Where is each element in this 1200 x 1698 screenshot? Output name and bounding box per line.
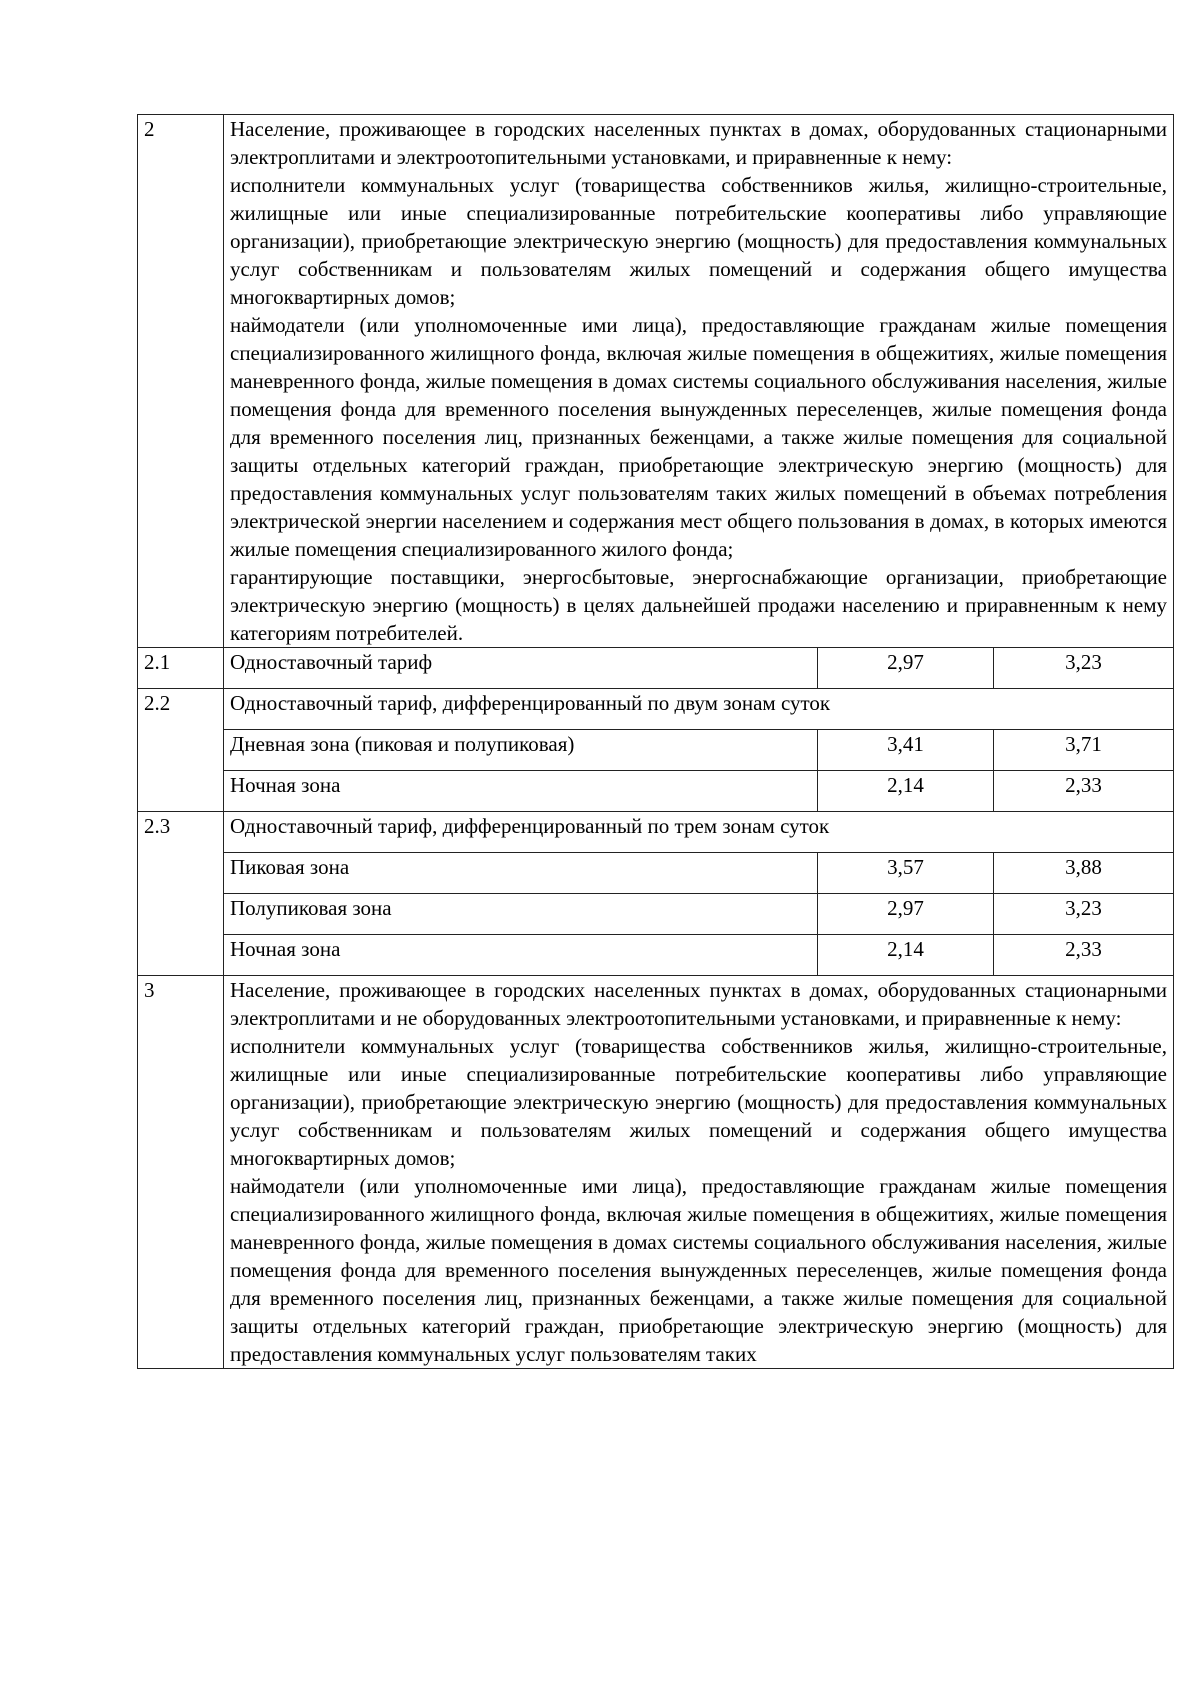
zone-label: Пиковая зона: [224, 853, 818, 894]
description-paragraph: наймодатели (или уполномоченные ими лица), предоставляющие гражданам жилые помещения специализированного жилищного фонда, включая жилые помещения в общежитиях, жилые помещения маневренного фонда, жилые помещения в домах системы социального обслуживания населения, жилые помещения фонда для временного поселения вынужденных переселенцев, жилые помещения фонда для временного поселения лиц, признанных беженцами, а также жилые помещения для социальной защиты отдельных категорий граждан, приобретающие электрическую энергию (мощность) для предоставления коммунальных услуг пользователям таких жилых помещений в объемах потребления электрической энергии населением и содержания мест общего пользования в домах, в которых имеются жилые помещения специализированного жилого фонда;: [230, 313, 1167, 561]
table-row: [138, 648, 1174, 689]
table-row: [138, 812, 1174, 853]
section-heading: Одноставочный тариф, дифференцированный по двум зонам суток: [224, 689, 1174, 730]
description-paragraph: гарантирующие поставщики, энергосбытовые, энергоснабжающие организации, приобретающие электрическую энергию (мощность) в целях дальнейшей продажи населению и приравненным к нему категориям потребителей.: [230, 565, 1167, 645]
table-row: [138, 853, 1174, 894]
table-row: [138, 730, 1174, 771]
tariff-value-2: 2,33: [994, 771, 1174, 812]
table-row: [138, 935, 1174, 976]
tariff-value-1: 3,57: [818, 853, 994, 894]
description-paragraph: наймодатели (или уполномоченные ими лица), предоставляющие гражданам жилые помещения специализированного жилищного фонда, включая жилые помещения в общежитиях, жилые помещения маневренного фонда, жилые помещения в домах системы социального обслуживания населения, жилые помещения фонда для временного поселения вынужденных переселенцев, жилые помещения фонда для временного поселения лиц, признанных беженцами, а также жилые помещения для социальной защиты отдельных категорий граждан, приобретающие электрическую энергию (мощность) для предоставления коммунальных услуг пользователям таких: [230, 1174, 1167, 1366]
tariff-label: Одноставочный тариф: [224, 648, 818, 689]
row-number: 2: [138, 115, 224, 648]
tariff-value-2: 2,33: [994, 935, 1174, 976]
table-row: [138, 689, 1174, 730]
tariff-value-2: 3,23: [994, 894, 1174, 935]
row-number: 2.2: [138, 689, 224, 812]
tariff-value-2: 3,71: [994, 730, 1174, 771]
row-number: 2.1: [138, 648, 224, 689]
zone-label: Ночная зона: [224, 935, 818, 976]
section-heading: Одноставочный тариф, дифференцированный по трем зонам суток: [224, 812, 1174, 853]
tariff-value-2: 3,23: [994, 648, 1174, 689]
description-paragraph: исполнители коммунальных услуг (товарищества собственников жилья, жилищно-строительные, жилищные или иные специализированные потребительские кооперативы либо управляющие организации), приобретающие электрическую энергию (мощность) для предоставления коммунальных услуг собственникам и пользователям жилых помещений и содержания общего имущества многоквартирных домов;: [230, 1034, 1167, 1170]
description-paragraph: Население, проживающее в городских населенных пунктах в домах, оборудованных стационарными электроплитами и не оборудованных электроотопительными установками, и приравненные к нему:: [230, 978, 1167, 1030]
tariff-value-1: 2,97: [818, 894, 994, 935]
zone-label: Полупиковая зона: [224, 894, 818, 935]
table-row: [138, 976, 1174, 1369]
zone-label: Ночная зона: [224, 771, 818, 812]
zone-label: Дневная зона (пиковая и полупиковая): [224, 730, 818, 771]
tariff-value-1: 3,41: [818, 730, 994, 771]
table-row: [138, 771, 1174, 812]
row-number: 3: [138, 976, 224, 1369]
row-description: [224, 976, 1174, 1369]
tariff-value-2: 3,88: [994, 853, 1174, 894]
tariff-table: [137, 114, 1174, 1369]
tariff-value-1: 2,14: [818, 935, 994, 976]
table-row: [138, 894, 1174, 935]
row-number: 2.3: [138, 812, 224, 976]
table-row: [138, 115, 1174, 648]
tariff-value-1: 2,97: [818, 648, 994, 689]
row-description: [224, 115, 1174, 648]
description-paragraph: исполнители коммунальных услуг (товарищества собственников жилья, жилищно-строительные, жилищные или иные специализированные потребительские кооперативы либо управляющие организации), приобретающие электрическую энергию (мощность) для предоставления коммунальных услуг собственникам и пользователям жилых помещений и содержания общего имущества многоквартирных домов;: [230, 173, 1167, 309]
tariff-value-1: 2,14: [818, 771, 994, 812]
description-paragraph: Население, проживающее в городских населенных пунктах в домах, оборудованных стационарными электроплитами и электроотопительными установками, и приравненные к нему:: [230, 117, 1167, 169]
